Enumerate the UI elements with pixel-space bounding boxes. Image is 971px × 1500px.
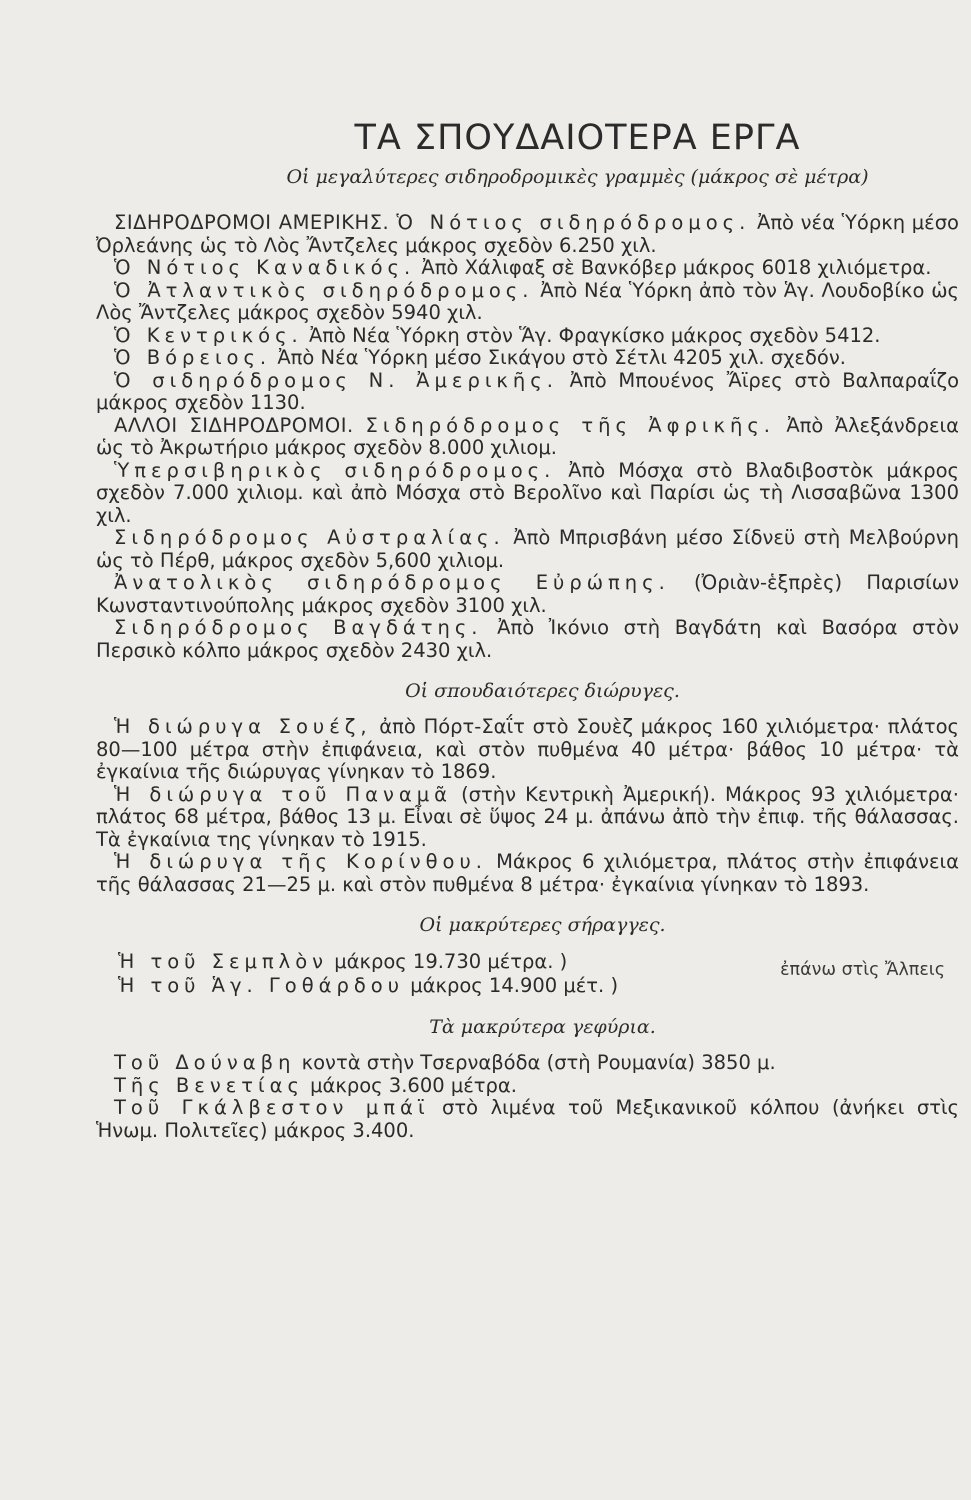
bridge-entry bbox=[96, 1097, 959, 1142]
entry-name: Ὁ σιδηρόδρομος Ν. Ἀμερικῆς. bbox=[114, 368, 558, 392]
tunnels-note: ἐπάνω στὶς Ἄλπεις bbox=[780, 960, 945, 980]
entry-text: (Ὀριὰν-ἑξπρὲς) Παρισίων Κωνσταντινούπολης μάκρος σχεδὸν 3100 χιλ. bbox=[96, 571, 959, 617]
entry-name: Ἡ τοῦ Σεμπλὸν bbox=[118, 950, 329, 973]
entry-name: Ὁ Νότιος Καναδικός. bbox=[114, 256, 416, 279]
entry-text: στὸ λιμένα τοῦ Μεξικανικοῦ κόλπου (ἀνήκει στὶς Ἡνωμ. Πολιτεῖες) μάκρος 3.400. bbox=[96, 1096, 959, 1142]
entry-name: Τῆς Βενετίας bbox=[114, 1073, 304, 1097]
canal-entry bbox=[96, 784, 959, 852]
entry-text: Ἀπὸ Μπρισβάνη μέσο Σίδνεϋ στὴ Μελβούρνη ὡς τὸ Πέρθ, μάκρος σχεδὸν 5,600 χιλιομ. bbox=[96, 526, 960, 572]
entry-name: Ὁ Νότιος σιδηρόδρομος. bbox=[396, 211, 751, 234]
railway-entry bbox=[96, 415, 959, 460]
section-lead: ΑΛΛΟΙ ΣΙΔΗΡΟΔΡΟΜΟΙ. bbox=[114, 413, 366, 437]
railway-entry bbox=[96, 572, 959, 617]
entry-text: μάκρος 19.730 μέτρα. bbox=[328, 950, 554, 973]
entry-name: Ὁ Κεντρικός. bbox=[114, 323, 303, 347]
railways-section bbox=[96, 212, 959, 662]
canals-section bbox=[96, 716, 959, 896]
railway-entry bbox=[96, 617, 959, 662]
bridge-entry bbox=[96, 1075, 959, 1098]
canals-heading: Οἱ σπουδαιότερες διώρυγες. bbox=[405, 680, 680, 702]
entry-text: Ἀπὸ Χάλιφαξ σὲ Βανκόβερ μάκρος 6018 χιλιόμετρα. bbox=[415, 256, 932, 279]
page-title: ΤΑ ΣΠΟΥΔΑΙΟΤΕΡΑ ΕΡΓΑ bbox=[354, 118, 801, 158]
entry-text: ἀπὸ Πόρτ-Σαΐτ στὸ Σουὲζ μάκρος 160 χιλιόμετρα· πλάτος 80—100 μέτρα στὴν ἐπιφάνεια, καὶ στὸν πυθμένα 40 μέτρα· βάθος 10 μέτρα· τὰ ἐγκαίνια τῆς διώρυγας γίνηκαν τὸ 1869. bbox=[96, 715, 959, 783]
railway-entry bbox=[96, 460, 959, 528]
entry-text: Ἀπὸ Ἀλεξάνδρεια ὡς τὸ Ἀκρωτήριο μάκρος σχεδὸν 8.000 χιλιομ. bbox=[96, 413, 960, 459]
railway-entry bbox=[96, 257, 959, 280]
entry-text: κοντὰ στὴν Τσερναβόδα (στὴ Ρουμανία) 3850 μ. bbox=[295, 1051, 776, 1074]
tunnels-heading: Οἱ μακρύτερες σήραγγες. bbox=[419, 914, 666, 936]
entry-name: Ὁ Ἀτλαντικὸς σιδηρόδρομος. bbox=[114, 278, 534, 302]
railway-entry bbox=[96, 212, 959, 257]
railway-entry bbox=[96, 280, 959, 325]
canal-entry bbox=[96, 851, 959, 896]
entry-text: Ἀπὸ Μόσχα στὸ Βλαδιβοστὸκ μάκρος σχεδὸν 7.000 χιλιομ. καὶ ἀπὸ Μόσχα στὸ Βερολῖνο καὶ Παρίσι ὡς τὴ Λισσαβῶνα 1300 χιλ. bbox=[96, 458, 959, 527]
tunnels-section bbox=[96, 950, 959, 998]
entry-name: Ὑπερσιβηρικὸς σιδηρόδρομος. bbox=[114, 458, 556, 482]
entry-name: Ἡ διώρυγα τοῦ Παναμᾶ bbox=[114, 782, 452, 806]
railway-entry bbox=[96, 347, 959, 370]
bridges-section bbox=[96, 1052, 959, 1142]
entry-name: Ὁ Βόρειος. bbox=[114, 346, 272, 369]
entry-text: Ἀπὸ Νέα Ὑόρκη ἀπὸ τὸν Ἁγ. Λουδοβίκο ὡς Λὸς Ἄντζελες μάκρος σχεδὸν 5940 χιλ. bbox=[96, 278, 959, 324]
entry-text: Ἀπὸ Νέα Ὑόρκη μέσο Σικάγου στὸ Σέτλι 4205 χιλ. σχεδόν. bbox=[271, 346, 846, 369]
entry-name: Ἡ διώρυγα Σουέζ, bbox=[114, 715, 372, 738]
canal-entry bbox=[96, 716, 959, 784]
railway-entry bbox=[96, 325, 959, 348]
entry-text: Ἀπὸ Ἰκόνιο στὴ Βαγδάτη καὶ Βασόρα στὸν Περσικὸ κόλπο μάκρος σχεδὸν 2430 χιλ. bbox=[96, 616, 959, 662]
entry-name: Σιδηρόδρομος Βαγδάτης. bbox=[114, 616, 483, 639]
railway-entry bbox=[96, 527, 959, 572]
entry-text: Μάκρος 6 χιλιόμετρα, πλάτος στὴν ἐπιφάνεια τῆς θάλασσας 21—25 μ. καὶ στὸν πυθμένα 8 μέτρα· ἐγκαίνια γίνηκαν τὸ 1893. bbox=[96, 850, 959, 896]
entry-text: Ἀπὸ νέα Ὑόρκη μέσο Ὀρλεάνης ὡς τὸ Λὸς Ἄντζελες μάκρος σχεδὸν 6.250 χιλ. bbox=[96, 211, 959, 257]
entry-text: (στὴν Κεντρικὴ Ἀμερική). Μάκρος 93 χιλιόμετρα· πλάτος 68 μέτρα, βάθος 13 μ. Εἶναι σὲ ὕψος 24 μ. ἀπάνω ἀπὸ τὴν ἐπιφ. τῆς θάλασσας. Τὰ ἐγκαίνια της γίνηκαν τὸ 1915. bbox=[96, 782, 959, 851]
entry-text: Ἀπὸ Νέα Ὑόρκη στὸν Ἅγ. Φραγκίσκο μάκρος σχεδὸν 5412. bbox=[302, 323, 881, 347]
bridge-entry bbox=[96, 1052, 959, 1075]
railway-entry bbox=[96, 370, 959, 415]
brace-mark: ) bbox=[559, 950, 568, 973]
entry-name: Σιδηρόδρομος τῆς Ἀφρικῆς. bbox=[365, 413, 775, 437]
railways-heading: Οἱ μεγαλύτερες σιδηροδρομικὲς γραμμὲς (μάκρος σὲ μέτρα) bbox=[286, 166, 869, 188]
bridges-heading: Τὰ μακρύτερα γεφύρια. bbox=[429, 1016, 656, 1038]
entry-text: Ἀπὸ Μπουένος Ἄϊρες στὸ Βαλπαραΐζο μάκρος σχεδὸν 1130. bbox=[96, 368, 959, 414]
entry-name: Τοῦ Δούναβη bbox=[114, 1051, 296, 1074]
entry-name: Τοῦ Γκάλβεστον μπάϊ bbox=[114, 1096, 430, 1119]
entry-name: Ἡ τοῦ Ἁγ. Γοθάρδου bbox=[118, 974, 405, 997]
section-lead: ΣΙΔΗΡΟΔΡΟΜΟΙ ΑΜΕΡΙΚΗΣ. bbox=[114, 211, 397, 234]
brace-mark: ) bbox=[610, 974, 619, 997]
entry-text: μάκρος 14.900 μέτ. bbox=[404, 974, 605, 997]
entry-text: μάκρος 3.600 μέτρα. bbox=[303, 1073, 517, 1097]
entry-name: Σιδηρόδρομος Αὐστραλίας. bbox=[114, 526, 505, 549]
entry-name: Ἡ διώρυγα τῆς Κορίνθου. bbox=[114, 850, 487, 873]
entry-name: Ἀνατολικὸς σιδηρόδρομος Εὐρώπης. bbox=[114, 571, 670, 594]
